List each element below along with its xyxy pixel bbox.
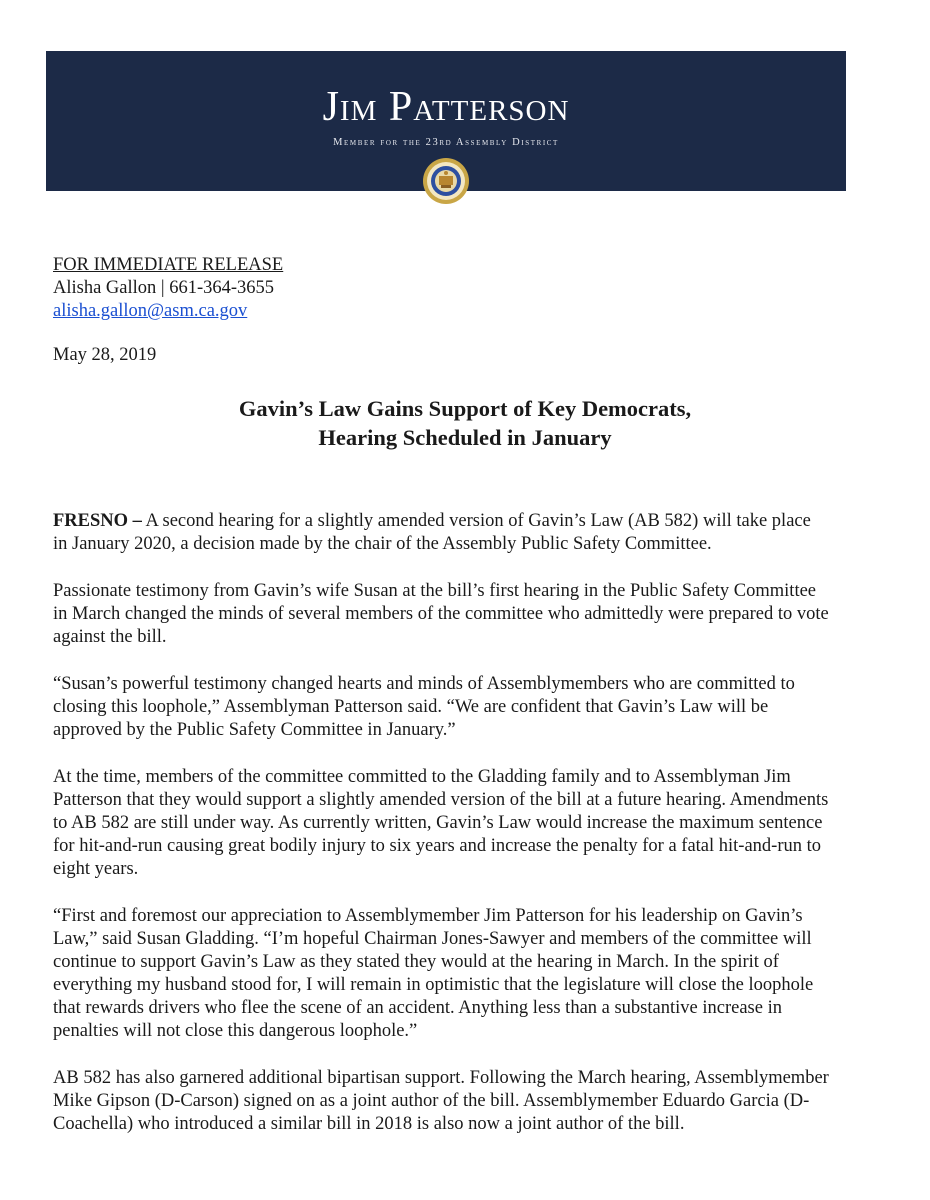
- paragraph-line: A second hearing for a slightly amended version of Gavin’s Law (AB 582) will take place: [141, 511, 811, 531]
- contact-email-link[interactable]: alisha.gallon@asm.ca.gov: [53, 301, 248, 321]
- press-release-body: [53, 486, 883, 1160]
- contact-block: [53, 254, 283, 323]
- member-district: Member for the 23rd Assembly District: [333, 137, 559, 148]
- assembly-seal-icon: [422, 157, 470, 205]
- release-label: FOR IMMEDIATE RELEASE: [53, 255, 284, 275]
- paragraph-line: “First and foremost our appreciation to Assemblymember Jim Patterson for his leadership on Gavin’s: [53, 906, 803, 926]
- paragraph-line: continue to support Gavin’s Law as they stated they would at the hearing in March. In the spirit of: [53, 952, 779, 972]
- headline: [0, 394, 930, 452]
- paragraph-line: eight years.: [53, 859, 139, 879]
- member-name: Jim Patterson: [322, 84, 570, 130]
- paragraph-line: Mike Gipson (D-Carson) signed on as a joint author of the bill. Assemblymember Eduardo Garcia (D-: [53, 1091, 810, 1111]
- paragraph-line: to AB 582 are still under way. As currently written, Gavin’s Law would increase the maximum sentence: [53, 813, 823, 833]
- paragraph-line: closing this loophole,” Assemblyman Patterson said. “We are confident that Gavin’s Law will be: [53, 697, 769, 717]
- paragraph-line: Law,” said Susan Gladding. “I’m hopeful Chairman Jones-Sawyer and members of the committee will: [53, 929, 812, 949]
- paragraph-line: in January 2020, a decision made by the chair of the Assembly Public Safety Committee.: [53, 534, 712, 554]
- paragraph-line: in March changed the minds of several members of the committee who admittedly were prepared to vote: [53, 604, 829, 624]
- paragraph-line: approved by the Public Safety Committee in January.”: [53, 720, 456, 740]
- contact-line: Alisha Gallon | 661-364-3655: [53, 278, 275, 298]
- letterhead-banner: [46, 51, 846, 191]
- release-date: May 28, 2019: [53, 345, 157, 365]
- paragraph-line: Coachella) who introduced a similar bill in 2018 is also now a joint author of the bill.: [53, 1114, 685, 1134]
- paragraph-line: penalties will not close this dangerous loophole.”: [53, 1021, 418, 1041]
- paragraph-line: against the bill.: [53, 627, 167, 647]
- headline-line-1: Gavin’s Law Gains Support of Key Democrats,: [238, 396, 692, 421]
- paragraph-line: Patterson that they would support a slightly amended version of the bill at a future hearing. Amendments: [53, 790, 829, 810]
- headline-line-2: Hearing Scheduled in January: [318, 425, 612, 450]
- paragraph-line: everything my husband stood for, I will remain in optimistic that the legislature will close the loophole: [53, 975, 814, 995]
- dateline: FRESNO –: [53, 511, 142, 531]
- paragraph-line: “Susan’s powerful testimony changed hearts and minds of Assemblymembers who are committed to: [53, 674, 795, 694]
- paragraph-line: that rewards drivers who flee the scene of an accident. Anything less than a substantive increase in: [53, 998, 782, 1018]
- paragraph-line: for hit-and-run causing great bodily injury to six years and increase the penalty for a fatal hit-and-run to: [53, 836, 822, 856]
- paragraph-line: Passionate testimony from Gavin’s wife Susan at the bill’s first hearing in the Public Safety Committee: [53, 581, 817, 601]
- paragraph-line: At the time, members of the committee committed to the Gladding family and to Assemblyman Jim: [53, 767, 791, 787]
- paragraph-line: AB 582 has also garnered additional bipartisan support. Following the March hearing, Assemblymember: [53, 1068, 829, 1088]
